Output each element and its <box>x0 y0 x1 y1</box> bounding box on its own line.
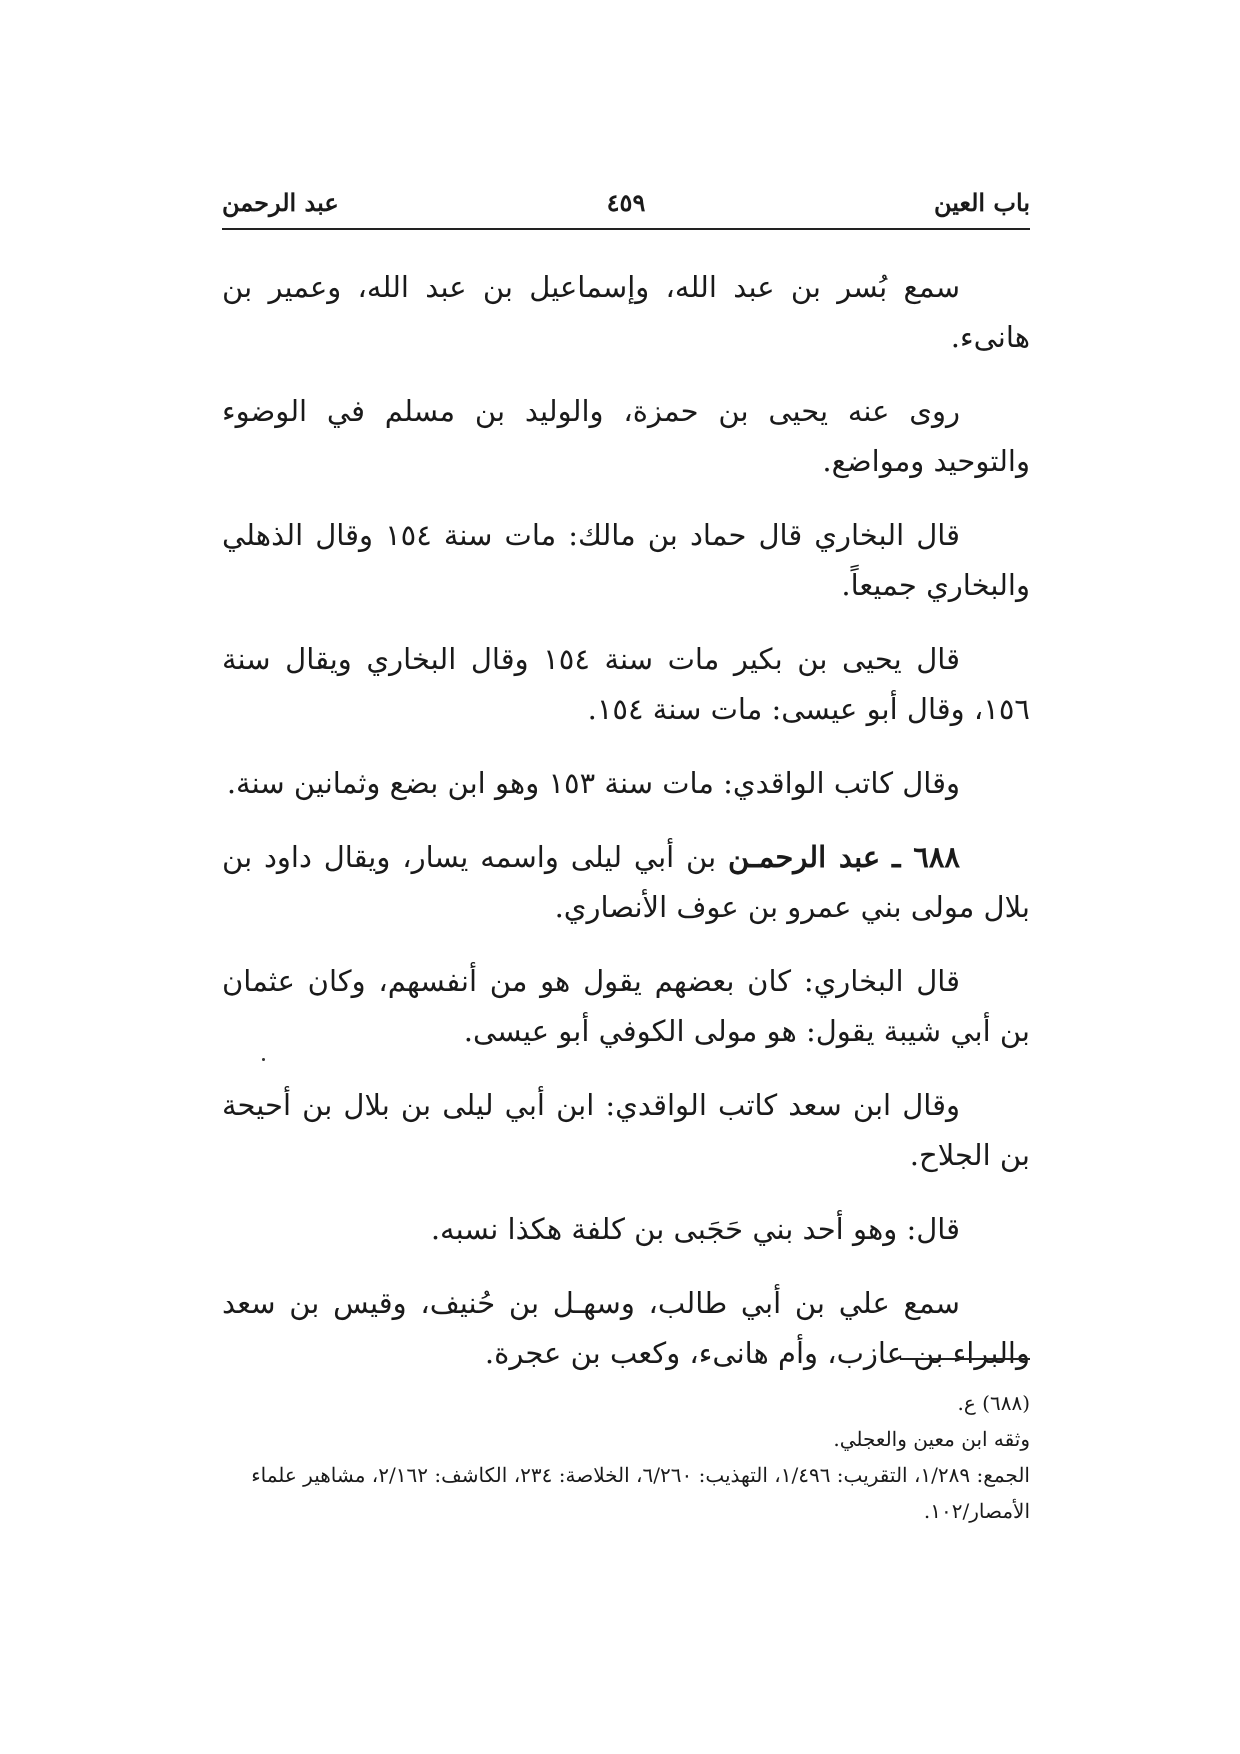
paragraph: قال البخاري قال حماد بن مالك: مات سنة ١٥٤ وقال الذهلي والبخاري جميعاً. <box>222 518 1030 602</box>
footnote-rule <box>900 1358 1030 1360</box>
section-title: عبد الرحمن <box>222 188 339 217</box>
paragraph: قال البخاري: كان بعضهم يقول هو من أنفسهم، وكان عثمان بن أبي شيبة يقول: هو مولى الكوفي أبو عيسى. <box>222 964 1030 1048</box>
header-rule <box>222 228 1030 230</box>
chapter-title: باب العين <box>933 188 1030 217</box>
paragraph: وقال ابن سعد كاتب الواقدي: ابن أبي ليلى بن بلال بن أحيحة بن الجلاح. <box>222 1088 1030 1172</box>
paragraph: سمع علي بن أبي طالب، وسهـل بن حُنيف، وقيس بن سعد والبراء بن عازب، وأم هانىء، وكعب بن عجرة. <box>222 1286 1030 1370</box>
entry-text: بن أبي ليلى واسمه يسار، ويقال داود بن بلال مولى بني عمرو بن عوف الأنصاري. <box>222 840 1030 924</box>
entry-name: عبد الرحمـن <box>728 840 881 874</box>
entry-paragraph <box>222 832 1030 932</box>
footnote-line: الجمع: ١/٢٨٩، التقريب: ١/٤٩٦، التهذيب: ٦/٢٦٠، الخلاصة: ٢٣٤، الكاشف: ٢/١٦٢، مشاهير علماء الأمصار/١٠٢. <box>251 1463 1030 1523</box>
main-text <box>222 262 1030 1402</box>
footnotes <box>222 1385 1030 1529</box>
paragraph: روى عنه يحيى بن حمزة، والوليد بن مسلم في الوضوء والتوحيد ومواضع. <box>222 394 1030 478</box>
paragraph: قال يحيى بن بكير مات سنة ١٥٤ وقال البخاري ويقال سنة ١٥٦، وقال أبو عيسى: مات سنة ١٥٤. <box>222 642 1030 726</box>
paragraph: وقال كاتب الواقدي: مات سنة ١٥٣ وهو ابن بضع وثمانين سنة. <box>226 766 960 800</box>
running-header <box>222 188 1030 228</box>
paragraph: سمع بُسر بن عبد الله، وإسماعيل بن عبد الله، وعمير بن هانىء. <box>222 270 1030 354</box>
entry-number: ٦٨٨ ـ <box>892 840 960 874</box>
ink-speck <box>262 1058 265 1061</box>
footnote-line: (٦٨٨) ع. <box>957 1391 1030 1415</box>
page-number: ٤٥٩ <box>606 188 646 217</box>
footnote-line: وثقه ابن معين والعجلي. <box>833 1427 1030 1451</box>
paragraph: قال: وهو أحد بني حَجَبى بن كلفة هكذا نسبه. <box>430 1212 960 1246</box>
